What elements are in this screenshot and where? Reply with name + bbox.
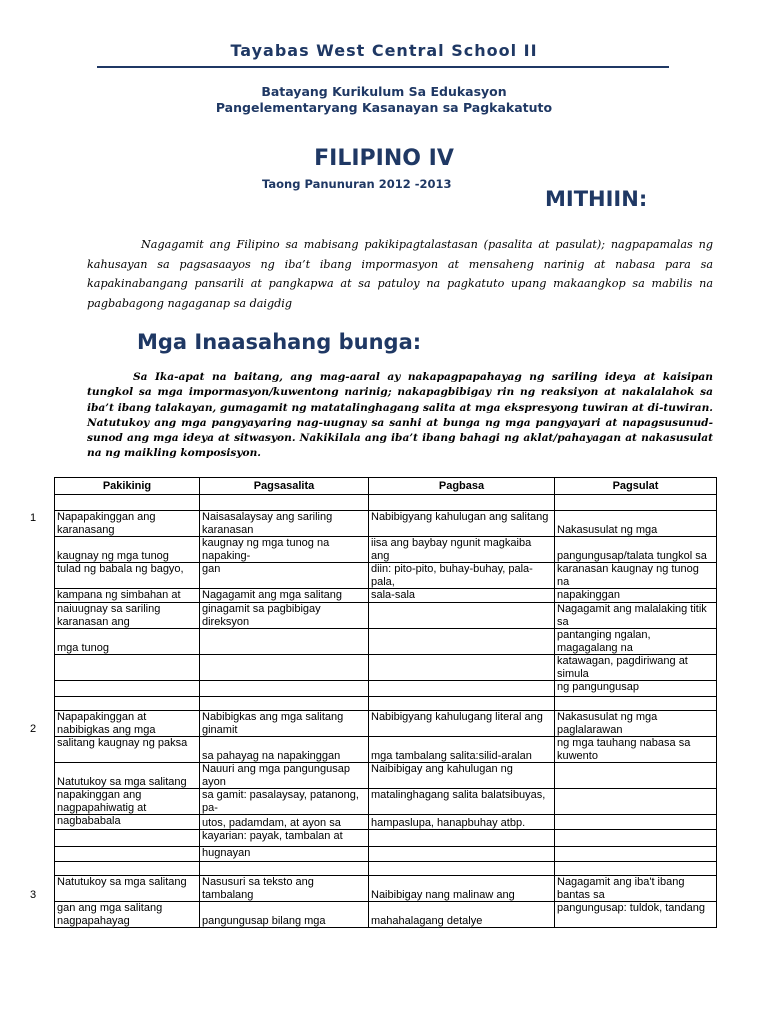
school-year: Taong Panunuran 2012 -2013 (262, 177, 452, 191)
table-cell: nagbababala (55, 815, 200, 830)
table-cell (369, 655, 555, 681)
table-cell (555, 847, 717, 862)
table-cell: utos, padamdam, at ayon sa (200, 815, 369, 830)
table-row (55, 697, 717, 711)
table-cell (555, 697, 717, 711)
mithiin-heading: MITHIIN: (545, 187, 648, 211)
table-row (55, 511, 717, 537)
row-number: 3 (30, 889, 37, 901)
table-cell (55, 697, 200, 711)
table-row (55, 537, 717, 563)
table-cell (200, 629, 369, 655)
table-cell (555, 495, 717, 511)
table-cell: mga tunog (55, 629, 200, 655)
table-row (55, 711, 717, 737)
table-row (55, 681, 717, 697)
table-cell (200, 681, 369, 697)
table-cell: Nakasusulat ng mga (555, 511, 717, 537)
table-cell: sa gamit: pasalaysay, patanong, pa- (200, 789, 369, 815)
row-number: 1 (30, 512, 37, 524)
table-cell: mahahalagang detalye (369, 902, 555, 928)
table-cell: pangungusap/talata tungkol sa (555, 537, 717, 563)
header-pagsulat: Pagsulat (555, 478, 717, 495)
table-cell: Nauuri ang mga pangungusap ayon (200, 763, 369, 789)
table-cell (55, 495, 200, 511)
mithiin-paragraph (87, 235, 713, 313)
table-cell: Natutukoy sa mga salitang (55, 763, 200, 789)
table-cell: hampaslupa, hanapbuhay atbp. (369, 815, 555, 830)
table-cell (555, 862, 717, 876)
table-cell: hugnayan (200, 847, 369, 862)
table-row (55, 563, 717, 589)
subject-title: FILIPINO IV (314, 146, 454, 171)
table-cell: Nasusuri sa teksto ang tambalang (200, 876, 369, 902)
row-number: 2 (30, 723, 37, 735)
inaasahan-text: Sa Ika-apat na baitang, ang mag-aaral ay nakapagpapahayag ng sariling ideya at kaisipan tungkol sa mga impormasyon/kuwentong narinig; nakapagbibigay rin ng reaksiyon at nakalalahok sa iba’t ibang talakayan, gumagamit ng matatalinghagang salita at mga ekspresyong tuwiran at di-tuwiran. Natutukoy ang mga pangyayaring nag-uugnay sa sanhi at bunga ng mga pangyayari at napagsusunud-sunod ang mga ideya at sitwasyon. Nakikilala ang iba’t ibang bahagi ng aklat/pahayagan at nakasusulat na ng maikling komposisyon. (87, 371, 713, 460)
table-cell: kaugnay ng mga tunog na napaking- (200, 537, 369, 563)
table-cell: iisa ang baybay ngunit magkaiba ang (369, 537, 555, 563)
table-cell: ng mga tauhang nabasa sa kuwento (555, 737, 717, 763)
table-cell: napakinggan ang nagpapahiwatig at (55, 789, 200, 815)
table-cell: napakinggan (555, 589, 717, 603)
table-cell: katawagan, pagdiriwang at simula (555, 655, 717, 681)
table-row (55, 789, 717, 815)
table-cell: pantanging ngalan, magagalang na (555, 629, 717, 655)
table-cell: Naibibigay ang kahulugan ng (369, 763, 555, 789)
table-cell: Nabibigyang kahulugan ang salitang (369, 511, 555, 537)
table-cell (555, 763, 717, 789)
table-row (55, 830, 717, 847)
curriculum-subtitle: Pangelementaryang Kasanayan sa Pagkakatuto (215, 100, 553, 115)
table-cell: pangungusap: tuldok, tandang (555, 902, 717, 928)
table-cell: Nabibigkas ang mga salitang ginamit (200, 711, 369, 737)
table-cell: naiuugnay sa sariling karanasan ang (55, 603, 200, 629)
table-row (55, 495, 717, 511)
inaasahan-heading: Mga Inaasahang bunga: (137, 330, 422, 354)
table-cell (369, 629, 555, 655)
table-cell: Nagagamit ang malalaking titik sa (555, 603, 717, 629)
header-pakikinig: Pakikinig (55, 478, 200, 495)
table-cell (555, 815, 717, 830)
header-pagbasa: Pagbasa (369, 478, 555, 495)
table-row (55, 655, 717, 681)
table-header-row (55, 478, 717, 495)
table-cell: Naisasalaysay ang sariling karanasan (200, 511, 369, 537)
table-cell: sa pahayag na napakinggan (200, 737, 369, 763)
table-row (55, 902, 717, 928)
inaasahan-paragraph (87, 370, 713, 462)
table-cell (555, 789, 717, 815)
table-body (55, 495, 717, 928)
table-cell (369, 681, 555, 697)
table-cell (369, 495, 555, 511)
table-row (55, 815, 717, 830)
table-cell: gan (200, 563, 369, 589)
curriculum-table (54, 477, 717, 928)
table-cell: karanasan kaugnay ng tunog na (555, 563, 717, 589)
table-cell (55, 681, 200, 697)
table-cell (369, 830, 555, 847)
school-name: Tayabas West Central School II (230, 41, 538, 60)
table-row (55, 876, 717, 902)
table-row (55, 763, 717, 789)
table-cell: Natutukoy sa mga salitang (55, 876, 200, 902)
table-row (55, 629, 717, 655)
table-row (55, 862, 717, 876)
table-cell (369, 847, 555, 862)
table-cell (200, 655, 369, 681)
table-cell (55, 862, 200, 876)
table-cell (55, 847, 200, 862)
table-cell: tulad ng babala ng bagyo, (55, 563, 200, 589)
table-cell: Nabibigyang kahulugang literal ang (369, 711, 555, 737)
header-pagsasalita: Pagsasalita (200, 478, 369, 495)
table-cell: Naibibigay nang malinaw ang (369, 876, 555, 902)
table-cell (555, 830, 717, 847)
table-cell: diin: pito-pito, buhay-buhay, pala-pala, (369, 563, 555, 589)
table-cell: mga tambalang salita:silid-aralan (369, 737, 555, 763)
table-cell: pangungusap bilang mga (200, 902, 369, 928)
table-cell (369, 603, 555, 629)
table-cell (200, 862, 369, 876)
table-cell: Napapakinggan at nabibigkas ang mga (55, 711, 200, 737)
table-cell: kayarian: payak, tambalan at (200, 830, 369, 847)
table-cell (369, 862, 555, 876)
table-cell: Nagagamit ang mga salitang (200, 589, 369, 603)
table-row (55, 737, 717, 763)
table-cell (369, 697, 555, 711)
table-cell (200, 495, 369, 511)
table-cell: matalinghagang salita balatsibuyas, (369, 789, 555, 815)
table-cell (55, 655, 200, 681)
table-cell: Nakasusulat ng mga paglalarawan (555, 711, 717, 737)
table-cell: Nagagamit ang iba't ibang bantas sa (555, 876, 717, 902)
table-cell: ginagamit sa pagbibigay direksyon (200, 603, 369, 629)
table-cell: kampana ng simbahan at (55, 589, 200, 603)
table-cell: gan ang mga salitang nagpapahayag (55, 902, 200, 928)
table-row (55, 589, 717, 603)
table-cell: ng pangungusap (555, 681, 717, 697)
table-cell (200, 697, 369, 711)
table-cell: salitang kaugnay ng paksa (55, 737, 200, 763)
mithiin-text: Nagagamit ang Filipino sa mabisang pakikipagtalastasan (pasalita at pasulat); nagpapamalas ng kahusayan sa pagsasaayos ng iba’t ibang impormasyon at mensaheng narinig at nabasa para sa kapakinabangang pansarili at pangkapwa at sa patuloy na pagkatuto upang makaangkop sa mabilis na pagbabagong nagaganap sa daigdig (87, 238, 713, 310)
table-cell: kaugnay ng mga tunog (55, 537, 200, 563)
table-cell: Napapakinggan ang karanasang (55, 511, 200, 537)
header-rule (97, 66, 669, 68)
curriculum-title: Batayang Kurikulum Sa Edukasyon (261, 84, 507, 99)
table-cell: sala-sala (369, 589, 555, 603)
table-cell (55, 830, 200, 847)
table-row (55, 847, 717, 862)
table-row (55, 603, 717, 629)
